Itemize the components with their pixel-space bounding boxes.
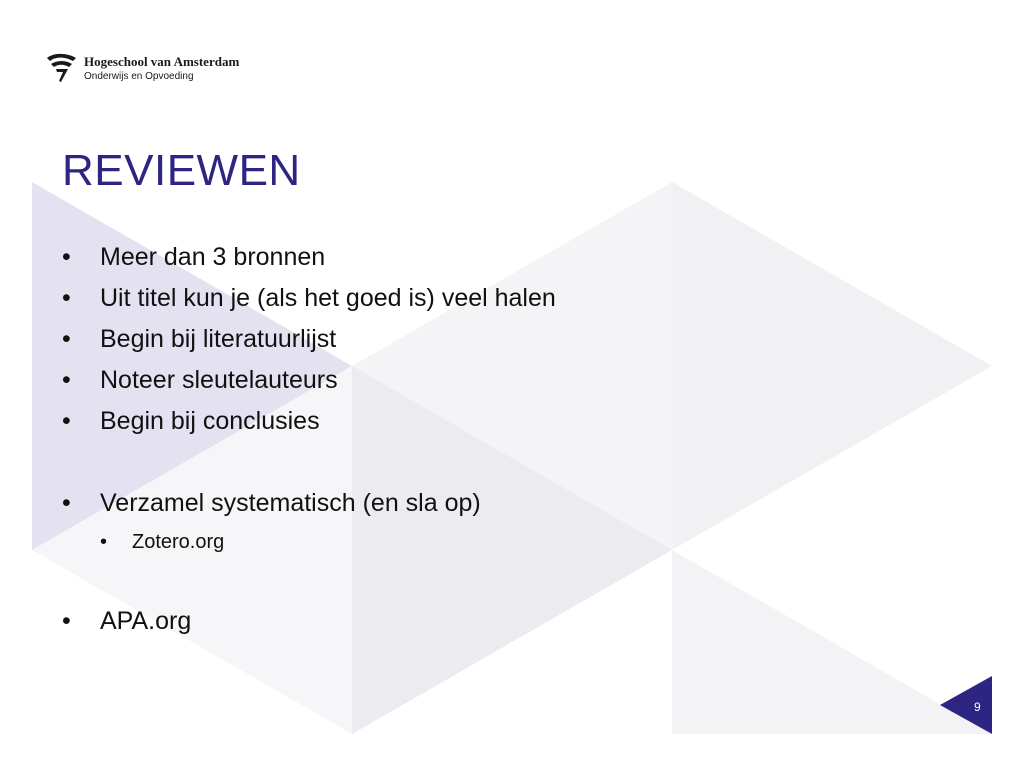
- logo-subtitle: Onderwijs en Opvoeding: [84, 71, 194, 82]
- bullet-item: [62, 483, 782, 524]
- bullet-text: Begin bij literatuurlijst: [100, 325, 337, 353]
- bullet-text: Zotero.org: [132, 531, 225, 553]
- hva-logo-icon: [46, 52, 78, 84]
- bullet-text: Begin bij conclusies: [100, 407, 320, 435]
- hva-logo: [46, 52, 239, 84]
- page-number: 9: [974, 700, 981, 714]
- slide-title: REVIEWEN: [62, 146, 301, 195]
- sub-bullet-item: [62, 524, 782, 560]
- bullet-dot: •: [62, 325, 71, 353]
- bullet-item: [62, 237, 782, 278]
- bullet-dot: •: [62, 284, 71, 312]
- bullet-dot: •: [62, 607, 71, 635]
- bullet-dot: •: [62, 407, 71, 435]
- bullet-text: Meer dan 3 bronnen: [100, 243, 326, 271]
- bullet-text: Verzamel systematisch (en sla op): [100, 489, 481, 517]
- bullet-dot: •: [62, 243, 71, 271]
- page-number-badge: [940, 676, 992, 734]
- bullet-text: Uit titel kun je (als het goed is) veel halen: [100, 284, 556, 312]
- bullet-item: [62, 319, 782, 360]
- bullet-text: Noteer sleutelauteurs: [100, 366, 338, 394]
- logo-name: Hogeschool van Amsterdam: [84, 54, 240, 69]
- bullet-text: APA.org: [100, 607, 192, 635]
- logo-text: [84, 52, 239, 82]
- bullet-item: [62, 401, 782, 442]
- bullet-dot: •: [62, 489, 71, 517]
- bullet-item: [62, 278, 782, 319]
- bullet-dot: •: [100, 531, 108, 553]
- bullet-item: [62, 360, 782, 401]
- bullet-dot: •: [62, 366, 71, 394]
- bullet-list: [62, 237, 782, 642]
- bullet-item: [62, 601, 782, 642]
